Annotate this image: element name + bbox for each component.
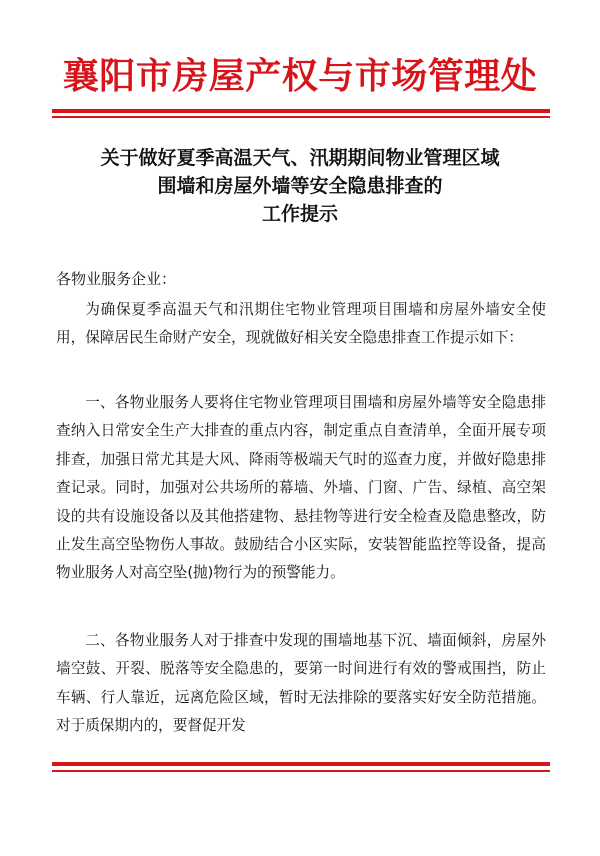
header-rule-thick	[52, 109, 550, 113]
document-title	[40, 144, 560, 228]
masthead-organization: 襄阳市房屋产权与市场管理处	[62, 56, 538, 97]
paragraph-item-1: 一、各物业服务人要将住宅物业管理项目围墙和房屋外墙等安全隐患排查纳入日常安全生产大排查的重点内容，制定重点自查清单，全面开展专项排查，加强日常尤其是大风、降雨等极端天气时的巡查力度，并做好隐患排查记录。同时，加强对公共场所的幕墙、外墙、门窗、广告、绿植、高空架设的共有设施设备以及其他搭建物、悬挂物等进行安全检查及隐患整改，防止发生高空坠物伤人事故。鼓励结合小区实际，安装智能监控等设备，提高物业服务人对高空坠(抛)物行为的预警能力。	[56, 394, 546, 582]
paragraph-intro: 为确保夏季高温天气和汛期住宅物业管理项目围墙和房屋外墙安全使用，保障居民生命财产安全，现就做好相关安全隐患排查工作提示如下：	[56, 301, 546, 347]
footer-rule-thick	[52, 762, 550, 766]
title-line-1: 关于做好夏季高温天气、汛期期间物业管理区域	[100, 147, 500, 169]
salutation: 各物业服务企业：	[56, 270, 177, 288]
footer-rule-thin	[52, 770, 550, 772]
title-line-3: 工作提示	[261, 203, 338, 225]
title-line-2: 围墙和房屋外墙等安全隐患排查的	[157, 175, 443, 197]
paragraph-item-2: 二、各物业服务人对于排查中发现的围墙地基下沉、墙面倾斜，房屋外墙空鼓、开裂、脱落等安全隐患的，要第一时间进行有效的警戒围挡，防止车辆、行人靠近，远离危险区域，暂时无法排除的要落实好安全防范措施。对于质保期内的，要督促开发	[56, 632, 546, 735]
header-rule-thin	[52, 116, 550, 118]
